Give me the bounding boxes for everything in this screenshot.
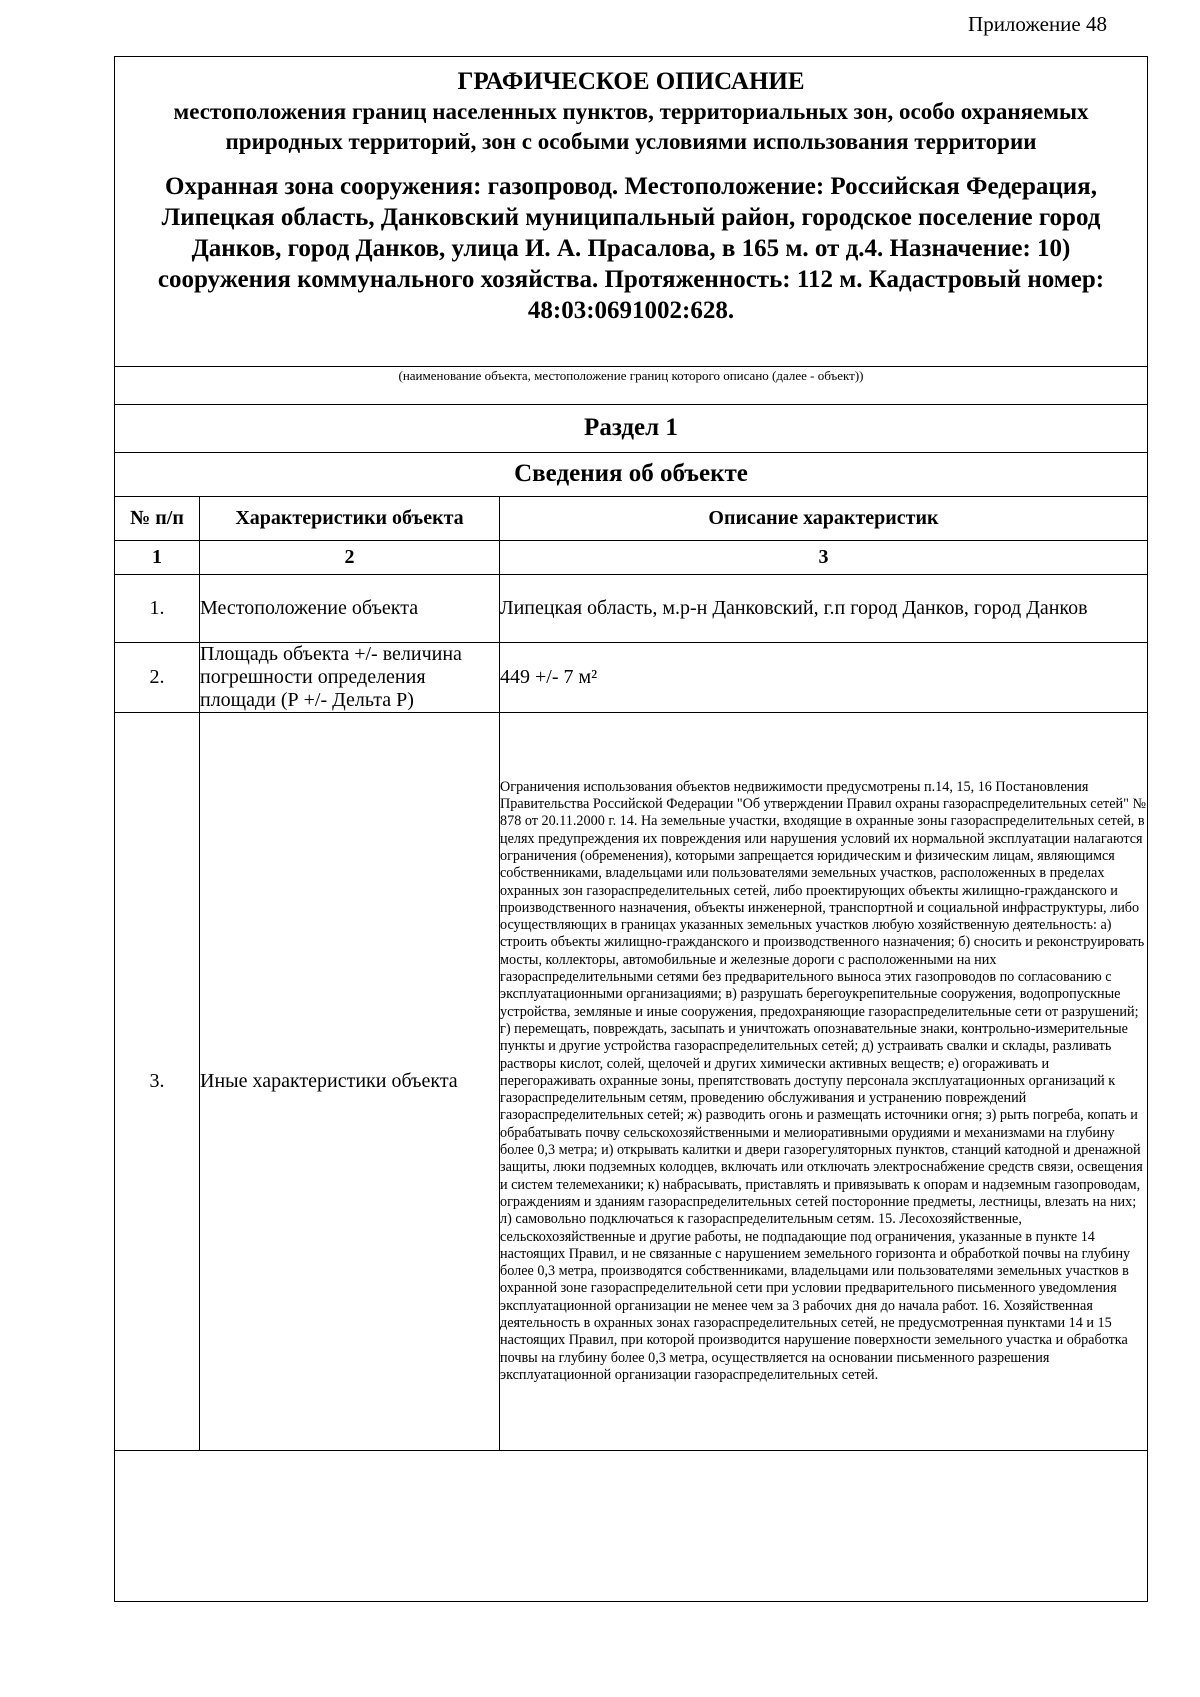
- section-subtitle: Сведения об объекте: [514, 460, 748, 487]
- header-cell-characteristic: Характеристики объекта: [200, 497, 500, 541]
- document-subtitle: местоположения границ населенных пунктов, территориальных зон, особо охраняемых природных территорий, зон с особыми условиями использования территории: [173, 99, 1089, 154]
- table-row: [115, 643, 1148, 713]
- document-header: [115, 57, 1147, 366]
- row-number: 2.: [115, 643, 200, 713]
- table-row: [115, 713, 1148, 1451]
- row-description: Липецкая область, м.р-н Данковский, г.п город Данков, город Данков: [500, 575, 1148, 643]
- divider: [115, 452, 1147, 453]
- row-characteristic: Местоположение объекта: [200, 575, 500, 643]
- divider: [115, 366, 1147, 367]
- divider: [115, 404, 1147, 405]
- object-caption: (наименование объекта, местоположение границ которого описано (далее - объект)): [398, 368, 864, 383]
- row-description: Ограничения использования объектов недвижимости предусмотрены п.14, 15, 16 Постановления Правительства Российской Федерации "Об утверждении Правил охраны газораспределительных сетей" № 878 от 20.11.2000 г. 14. На земельные участки, входящие в охранные зоны газораспределительных сетей, в целях предупреждения их повреждения или нарушения условий их нормальной эксплуатации налагаются ограничения (обременения), которыми запрещается юридическим и физическим лицам, являющимся собственниками, владельцами или пользователями земельных участков, расположенных в пределах охранных зон газораспределительных сетей, либо проектирующих объекты жилищно-гражданского и производственного назначения, объекты инженерной, транспортной и социальной инфраструктуры, либо осуществляющих в границах указанных земельных участков любую хозяйственную деятельность: а) строить объекты жилищно-гражданского и производственного назначения; б) сносить и реконструировать мосты, коллекторы, автомобильные и железные дороги с расположенными на них газораспределительными сетями без предварительного выноса этих газопроводов по согласованию с эксплуатационными организациями; в) разрушать берегоукрепительные сооружения, водопропускные устройства, земляные и иные сооружения, предохраняющие газораспределительные сети от разрушений; г) перемещать, повреждать, засыпать и уничтожать опознавательные знаки, контрольно-измерительные пункты и другие устройства газораспределительных сетей; д) устраивать свалки и склады, разливать растворы кислот, солей, щелочей и других химически активных веществ; е) огораживать и перегораживать охранные зоны, препятствовать доступу персонала эксплуатационных организаций к газораспределительным сетям, проведению обслуживания и устранению повреждений газораспределительных сетей; ж) разводить огонь и размещать источники огня; з) рыть погреба, копать и обрабатывать почву сельскохозяйственными и мелиоративными орудиями и механизмами на глубину более 0,3 метра; и) открывать калитки и двери газорегуляторных пунктов, станций катодной и дренажной защиты, люки подземных колодцев, включать или отключать электроснабжение средств связи, освещения и систем телемеханики; к) набрасывать, приставлять и привязывать к опорам и надземным газопроводам, ограждениям и зданиям газораспределительных сетей посторонние предметы, лестницы, влезать на них; л) самовольно подключаться к газораспределительным сетям. 15. Лесохозяйственные, сельскохозяйственные и другие работы, не подпадающие под ограничения, указанные в пункте 14 настоящих Правил, и не связанные с нарушением земельного горизонта и обработкой почвы на глубину более 0,3 метра, производятся собственниками, владельцами или пользователями земельных участков в охранной зоне газораспределительной сети при условии предварительного письменного уведомления эксплуатационной организации не менее чем за 3 рабочих дня до начала работ. 16. Хозяйственная деятельность в охранных зонах газораспределительных сетей, не предусмотренная пунктами 14 и 15 настоящих Правил, при которой производится нарушение поверхности земельного участка и обработка почвы на глубину более 0,3 метра, осуществляется на основании письменного разрешения эксплуатационной организации газораспределительных сетей.: [500, 713, 1148, 1451]
- row-characteristic: Иные характеристики объекта: [200, 713, 500, 1451]
- section-title: Раздел 1: [584, 414, 678, 441]
- appendix-label: Приложение 48: [968, 12, 1107, 36]
- header-cell-description: Описание характеристик: [500, 497, 1148, 541]
- row-number: 1.: [115, 575, 200, 643]
- column-number-row: [115, 541, 1148, 575]
- column-number: 2: [200, 541, 500, 575]
- column-number: 3: [500, 541, 1148, 575]
- document-frame: [114, 56, 1148, 1602]
- document-title: ГРАФИЧЕСКОЕ ОПИСАНИЕ: [457, 68, 805, 95]
- row-characteristic: Площадь объекта +/- величина погрешности определения площади (Р +/- Дельта Р): [200, 643, 500, 713]
- table-header-row: [115, 497, 1148, 541]
- row-description: 449 +/- 7 м²: [500, 643, 1148, 713]
- column-number: 1: [115, 541, 200, 575]
- row-number: 3.: [115, 713, 200, 1451]
- header-cell-number: № п/п: [115, 497, 200, 541]
- table-row: [115, 575, 1148, 643]
- object-info-table: [114, 496, 1148, 1451]
- object-description: Охранная зона сооружения: газопровод. Местоположение: Российская Федерация, Липецкая область, Данковский муниципальный район, городское поселение город Данков, город Данков, улица И. А. Прасалова, в 165 м. от д.4. Назначение: 10) сооружения коммунального хозяйства. Протяженность: 112 м. Кадастровый номер: 48:03:0691002:628.: [157, 173, 1105, 324]
